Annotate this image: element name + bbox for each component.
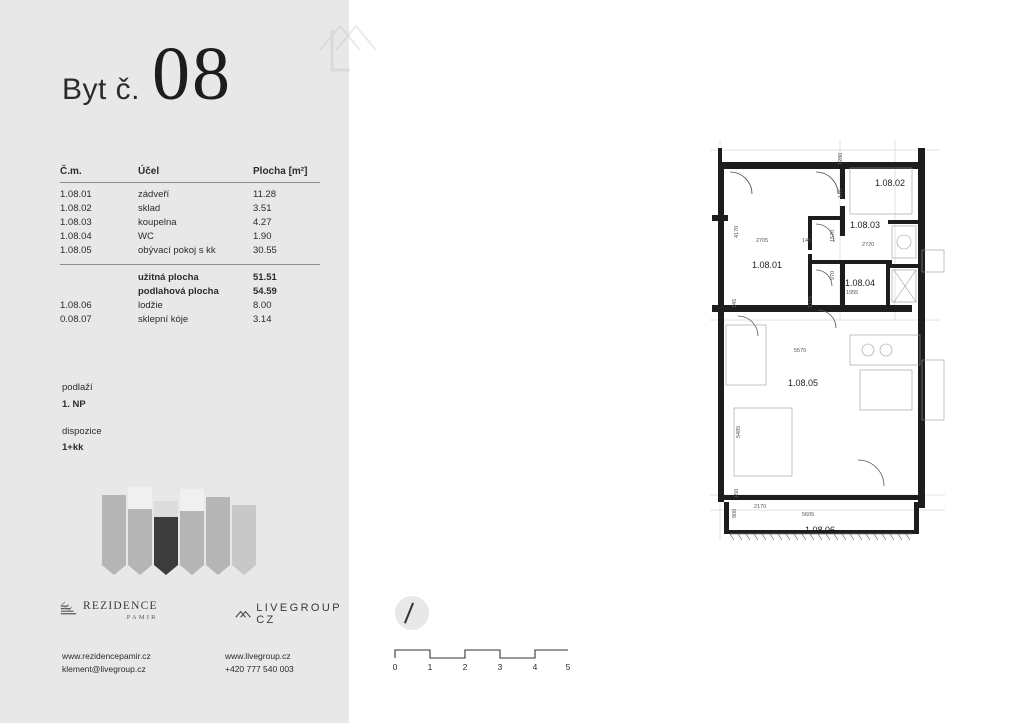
contact-web-1[interactable]: www.rezidencepamir.cz [62, 651, 151, 661]
room-label-1-08-03: 1.08.03 [850, 220, 881, 230]
dim-2170: 2170 [754, 504, 767, 510]
cell-code: 0.08.07 [60, 313, 92, 325]
room-table-wrapper [60, 166, 320, 326]
contact-phone[interactable]: +420 777 540 003 [225, 664, 294, 675]
livegroup-logo [235, 602, 346, 626]
layout-value: 1+kk [62, 442, 84, 454]
rezidence-mark-icon [60, 601, 77, 618]
north-arrow-icon [395, 596, 429, 630]
table-row [60, 230, 320, 244]
livegroup-name: LIVEGROUP CZ [256, 602, 342, 626]
dim-970: 970 [830, 270, 836, 280]
scale-tick-1: 1 [427, 662, 433, 672]
room-label-1-08-06: 1.08.06 [805, 525, 836, 535]
scale-tick-3: 3 [497, 662, 503, 672]
table-row [60, 183, 320, 202]
contact-column-left [62, 650, 151, 676]
dim-145-b: 145 [802, 238, 812, 244]
dim-5570: 5570 [794, 348, 807, 354]
cell-purpose: lodžie [138, 299, 163, 311]
dim-1955: 1955 [846, 290, 859, 296]
cell-code: 1.08.06 [60, 299, 92, 311]
table-row [60, 312, 320, 326]
cell-purpose: obývací pokoj s kk [138, 245, 216, 256]
cell-purpose: sklepní kóje [138, 313, 189, 325]
layout-label: dispozice [62, 425, 102, 437]
contact-email[interactable]: klement@livegroup.cz [62, 664, 146, 675]
watermark-logo-icon [310, 8, 400, 98]
table-row [60, 244, 320, 258]
room-schedule-table [60, 166, 320, 326]
cell-area: 30.55 [253, 245, 277, 256]
summary-row-usable [60, 264, 320, 284]
summary-row-floor [60, 284, 320, 298]
dim-150: 150 [734, 488, 740, 498]
cell-purpose: WC [138, 231, 154, 242]
unit-info-block [62, 382, 102, 469]
contact-column-right [225, 650, 294, 676]
dim-145-c: 145 [732, 298, 738, 308]
title-prefix: Byt č. [62, 73, 141, 106]
cell-purpose: užitná plocha [138, 264, 253, 284]
cell-code [60, 264, 138, 284]
floor-value: 1. NP [62, 398, 86, 410]
cell-purpose: zádveří [138, 189, 170, 200]
dim-5485: 5485 [736, 425, 742, 438]
page-title [62, 32, 233, 116]
cell-area: 54.59 [253, 285, 277, 297]
table-header-row [60, 166, 320, 183]
table-row [60, 216, 320, 230]
header-code: Č.m. [60, 166, 138, 183]
logo-row [60, 600, 342, 628]
dim-1170: 1170 [808, 296, 814, 308]
cell-area: 1.90 [253, 231, 272, 242]
cell-purpose: podlahová plocha [138, 285, 219, 297]
room-label-1-08-04: 1.08.04 [845, 278, 876, 288]
cell-area: 3.14 [253, 313, 272, 325]
cell-code: 1.08.03 [60, 217, 92, 228]
left-info-panel [0, 0, 349, 723]
scale-tick-4: 4 [532, 662, 538, 672]
building-position-diagram [100, 487, 270, 582]
room-label-1-08-05: 1.08.05 [788, 378, 819, 388]
dim-1570: 1570 [830, 229, 836, 242]
cell-code: 1.08.01 [60, 189, 92, 200]
cell-area: 4.27 [253, 217, 272, 228]
contact-web-2[interactable]: www.livegroup.cz [225, 651, 291, 661]
north-needle [404, 603, 414, 624]
cell-code: 1.08.04 [60, 231, 92, 242]
floorplan-drawing [690, 120, 980, 580]
livegroup-mark-icon [235, 607, 251, 621]
cell-code [60, 284, 138, 298]
dim-2705: 2705 [756, 238, 769, 244]
cell-area: 3.51 [253, 203, 272, 214]
rezidence-name: REZIDENCE [83, 600, 158, 612]
dim-800: 800 [732, 508, 738, 518]
cell-area: 8.00 [253, 299, 272, 311]
dim-4170: 4170 [734, 225, 740, 238]
scale-tick-2: 2 [462, 662, 468, 672]
title-unit-number: 08 [152, 32, 233, 116]
floor-label: podlaží [62, 382, 93, 393]
cell-code: 1.08.05 [60, 245, 92, 256]
scale-and-north [390, 596, 590, 676]
cell-area: 11.28 [253, 189, 277, 200]
cell-code: 1.08.02 [60, 203, 92, 214]
rezidence-logo [60, 600, 158, 621]
highlighted-unit [154, 517, 178, 565]
cell-area: 51.51 [253, 264, 320, 284]
dim-2720: 2720 [862, 242, 875, 248]
room-label-1-08-01: 1.08.01 [752, 260, 783, 270]
table-row [60, 202, 320, 216]
room-label-1-08-02: 1.08.02 [875, 178, 906, 188]
rezidence-sub: PAMIR [126, 613, 158, 621]
scale-tick-5: 5 [565, 662, 571, 672]
scale-bar-graphic [390, 644, 570, 660]
table-row [60, 298, 320, 312]
scale-tick-0: 0 [392, 662, 398, 672]
cell-purpose: sklad [138, 203, 161, 214]
header-area: Plocha [m²] [253, 166, 320, 183]
dim-1280: 1280 [838, 152, 844, 165]
dim-145-a: 145 [838, 188, 844, 198]
dim-5605: 5605 [802, 512, 815, 518]
cell-purpose: koupelna [138, 217, 177, 228]
scale-bar [390, 644, 570, 672]
header-purpose: Účel [138, 166, 253, 183]
